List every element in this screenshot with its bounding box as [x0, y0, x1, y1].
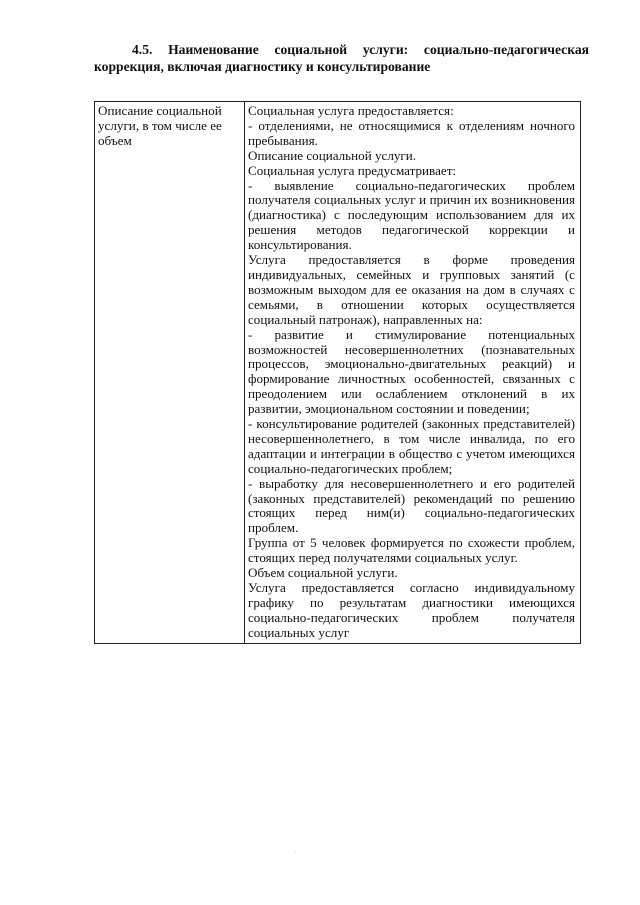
paragraph: Социальная услуга предусматривает: [248, 162, 457, 178]
paragraph: Группа от 5 человек формируется по схожести проблем, стоящих перед получателями социальных услуг. [248, 535, 575, 566]
paragraph: Социальная услуга предоставляется: [248, 103, 454, 118]
row-label-cell [95, 102, 245, 644]
paragraph: - выявление социально-педагогических проблем получателя социальных услуг и причин их возникновения (диагностика) с последующим использованием для их решения методов педагогической коррекции и консультирования. [248, 177, 575, 253]
paragraph: Услуга предоставляется в форме проведения индивидуальных, семейных и групповых занятий (с возможным выходом для ее оказания на дом в случаях с семьями, в отношении которых осуществляется социальный патронаж), направленных на: [248, 252, 575, 327]
paragraph: Описание социальной услуги. [248, 147, 417, 163]
row-label: Описание социальной услуги, в том числе ее объем [98, 103, 222, 148]
section-heading: 4.5. Наименование социальной услуги: социально-педагогическая коррекция, включая диагностику и консультирование [94, 42, 589, 74]
row-content-cell [245, 102, 581, 644]
table-row [95, 102, 581, 644]
footer-mark: · [294, 848, 297, 857]
paragraph: - консультирование родителей (законных представителей) несовершеннолетнего, в том числе инвалида, по его адаптации и интеграции в общество с учетом имеющихся социально-педагогических проблем; [248, 416, 575, 476]
paragraph: Услуга предоставляется согласно индивидуальному графику по результатам диагностики имеющихся социально-педагогических проблем получателя социальных услуг [248, 580, 575, 640]
paragraph: - отделениями, не относящимися к отделениям ночного пребывания. [248, 117, 575, 148]
paragraph: Объем социальной услуги. [248, 565, 398, 581]
service-description-table [94, 101, 581, 644]
paragraph: - развитие и стимулирование потенциальных возможностей несовершеннолетних (познавательных процессов, эмоционально-двигательных реакций) и формирование личностных особенностей, связанных с преодолением или ослаблением отклонений в их развитии, эмоциональном состоянии и поведении; [248, 326, 575, 417]
paragraph: - выработку для несовершеннолетнего и его родителей (законных представителей) рекомендаций по решению стоящих перед ним(и) социально-педагогических проблем. [248, 475, 575, 536]
